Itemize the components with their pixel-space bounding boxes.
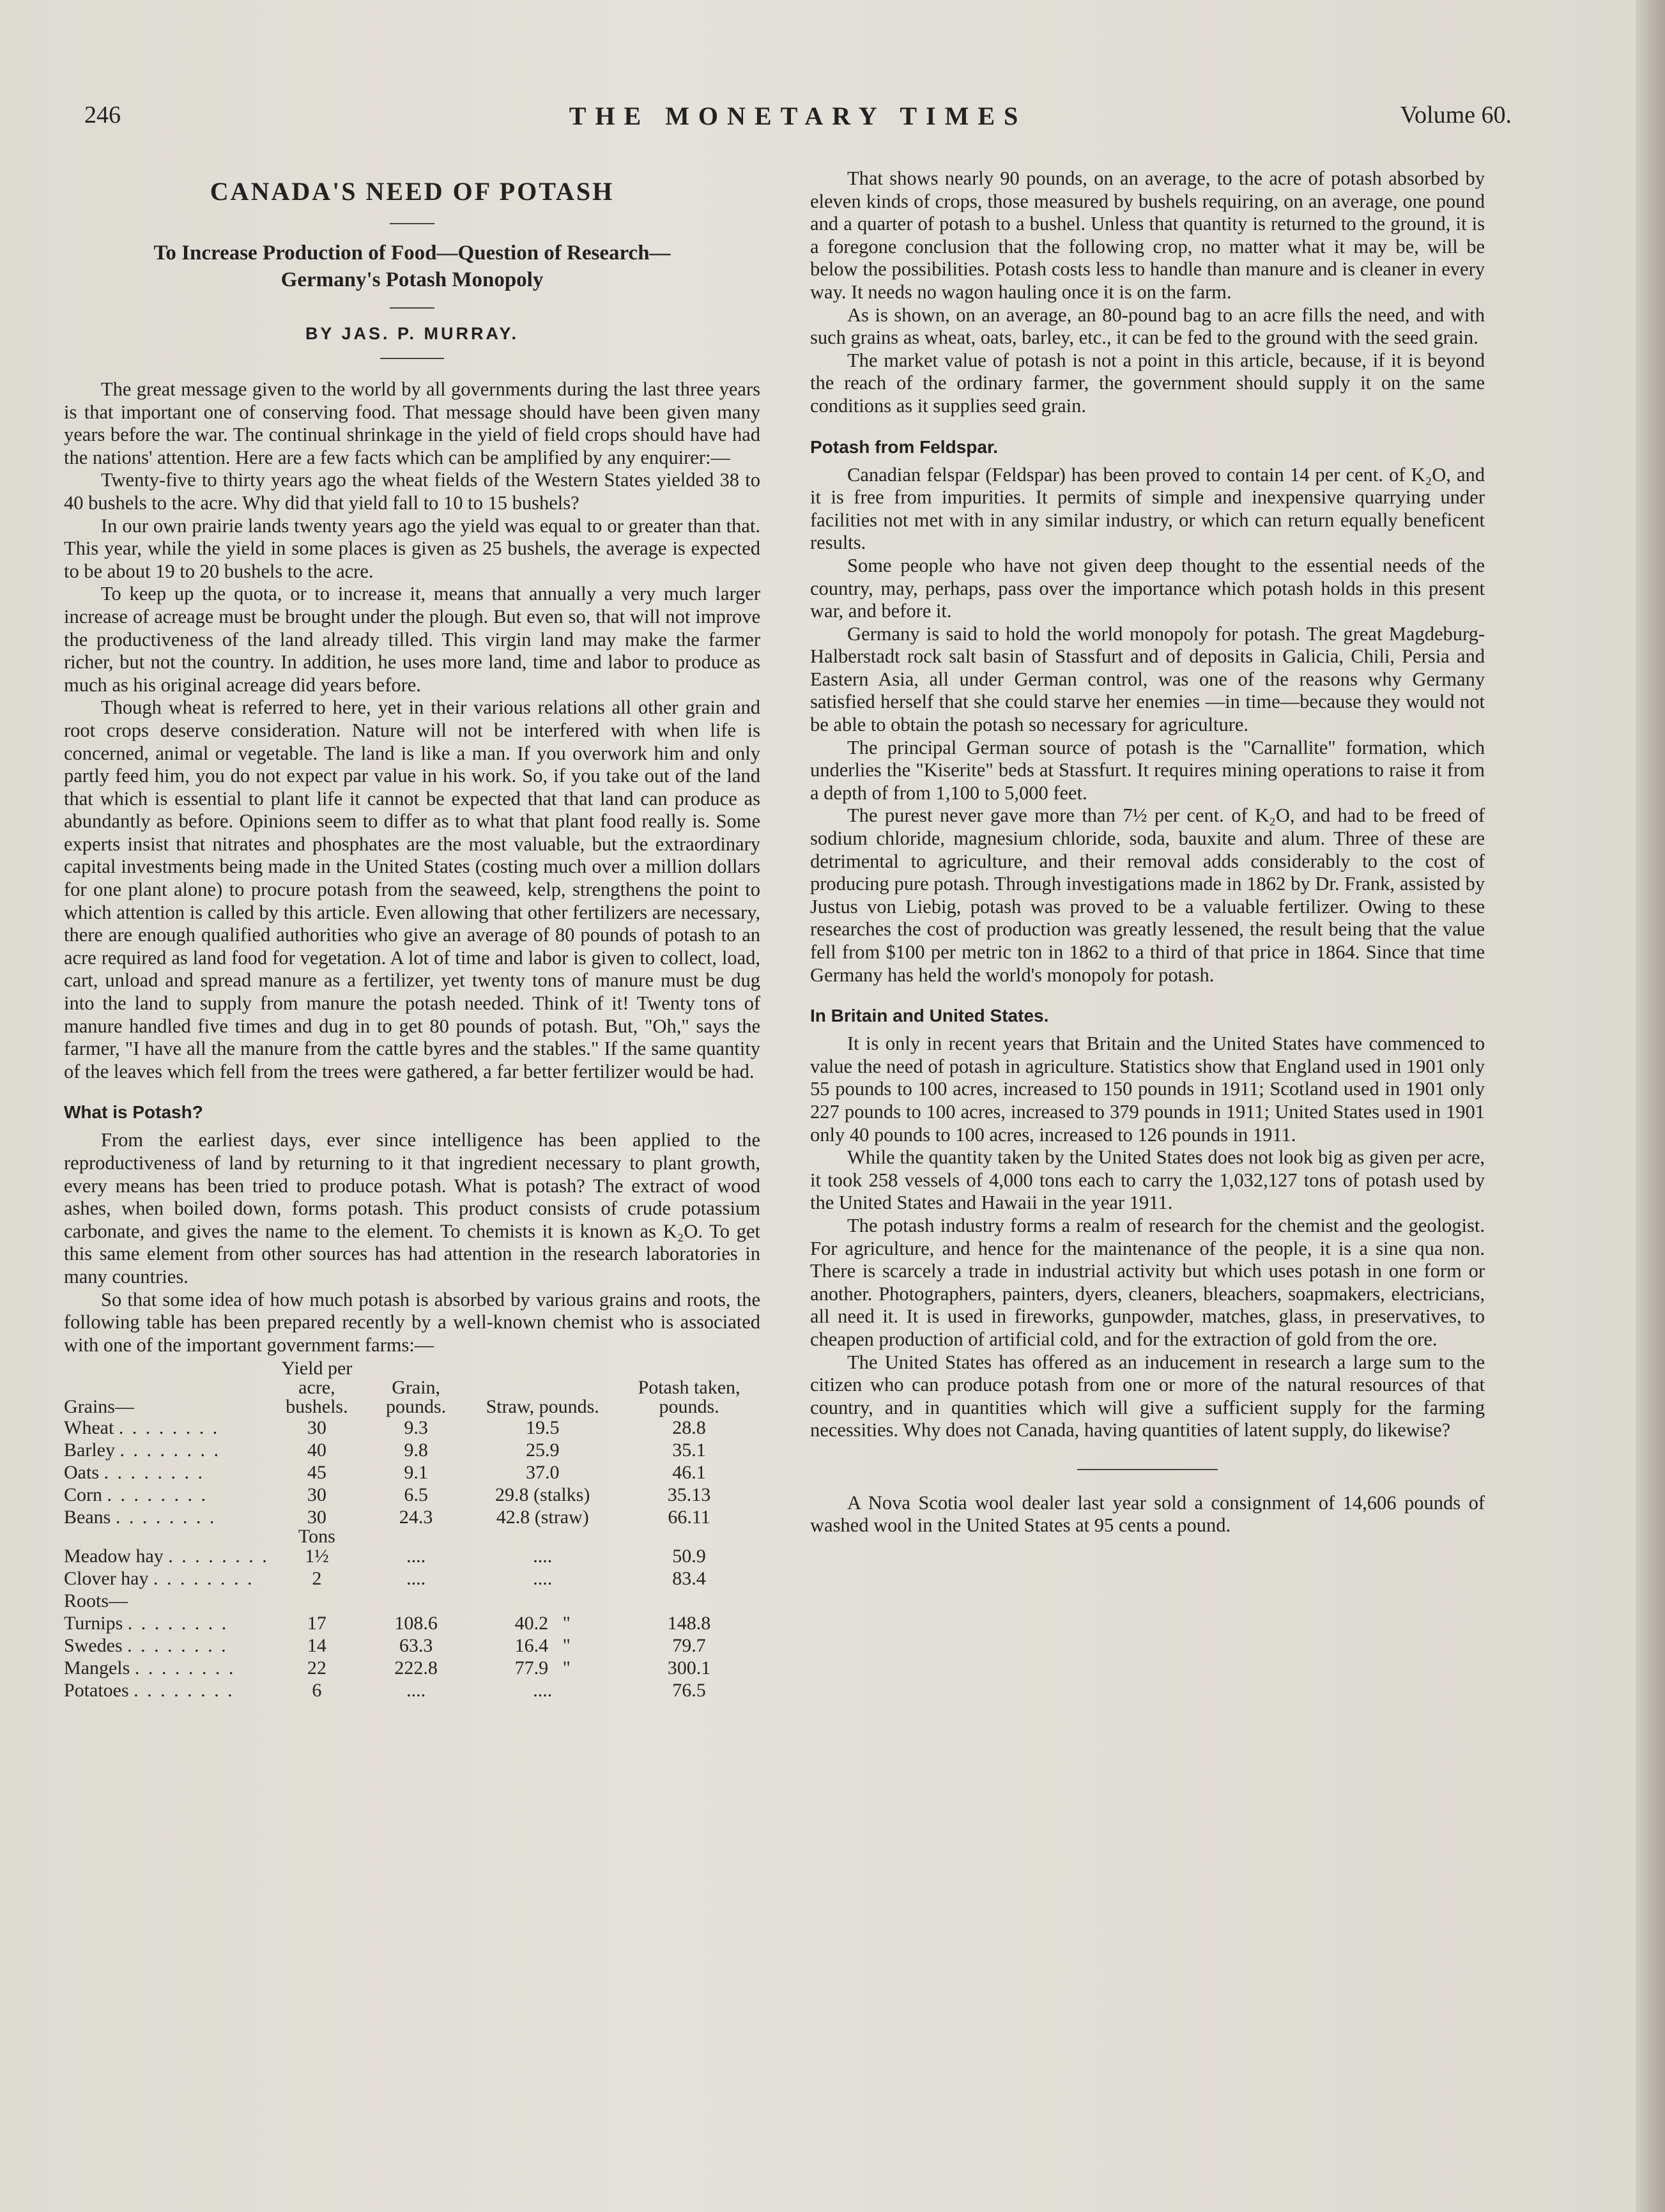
article-separator — [1077, 1469, 1218, 1470]
subhead-line-2: Germany's Potash Monopoly — [280, 268, 544, 291]
cell-straw: 25.9 — [525, 1440, 560, 1461]
ditto-mark: " — [562, 1613, 571, 1634]
col-header-grains: Grains— — [64, 1396, 134, 1418]
dot-leader: . . . . . . . . — [118, 1417, 220, 1439]
cell-potash: 35.13 — [667, 1484, 711, 1506]
crop-name: Turnips — [64, 1613, 123, 1634]
table-row — [64, 1657, 760, 1679]
straw-value: 16.4 — [514, 1635, 549, 1657]
paragraph: While the quantity taken by the United States does not look big as given per acre, it took 258 vessels of 4,000 tons each to carry the 1,032,127 tons of potash used by the United States and Hawaii in the year 1911. — [810, 1146, 1485, 1214]
cell-potash: 83.4 — [672, 1568, 706, 1590]
col-header-yield: Yield per acre, bushels. — [281, 1358, 353, 1418]
crop-name: Beans — [64, 1507, 111, 1528]
paragraph: The great message given to the world by all governments during the last three years is that important one of conserving food. That message should have been given many years before the war. The continual shrinkage in the yield of field crops should have had the nations' attention. Here are a few facts which can be amplified by any enquirer:— — [64, 378, 760, 468]
cell-potash: 46.1 — [672, 1462, 706, 1484]
crop-name: Potatoes — [64, 1680, 129, 1701]
table-row — [64, 1506, 760, 1528]
table-row — [64, 1545, 760, 1567]
byline-rule — [380, 358, 444, 359]
page-edge — [1636, 0, 1665, 2212]
cell-grain: 9.3 — [404, 1417, 428, 1439]
paragraph: It is only in recent years that Britain and the United States have commenced to value the need of potash in agriculture. Statistics show that England used in 1901 only 55 pounds to 100 acres, increased to 150 pounds in 1911; Scotland used in 1901 only 227 pounds to 100 acres, increased to 379 pounds in 1911; United States used in 1901 only 40 pounds to 100 acres, increased to 126 pounds in 1911. — [810, 1033, 1485, 1146]
col-header-grain: Grain, pounds. — [386, 1377, 447, 1418]
paragraph: That shows nearly 90 pounds, on an average, to the acre of potash absorbed by eleven kinds of crops, those measured by bushels requiring, on an average, one pound and a quarter of potash to a bushel. Unless that quantity is returned to the ground, it is a foregone conclusion that the following crop, no matter what it may be, will be below the possibilities. Potash costs less to handle than manure and is cleaner in every way. It needs no wagon hauling once it is on the farm. — [810, 167, 1485, 303]
dot-leader: . . . . . . . . — [107, 1484, 208, 1506]
cell-potash: 79.7 — [672, 1635, 706, 1657]
page-number: 246 — [84, 102, 121, 128]
crop-name: Meadow hay — [64, 1546, 164, 1567]
paragraph: Though wheat is referred to here, yet in their various relations all other grain and root crops deserve consideration. Nature will not be interfered with when life is concerned, animal or vegetable. The land is like a man. If you overwork him and only partly feed him, you do not expect par value in his work. So, if you take out of the land that which is essential to plant life it cannot be expected that that land can produce as abundantly as before. Opinions seem to differ as to what that plant food really is. Some experts insist that nitrates and phosphates are the most valuable, but the extraordinary capital investments being made in the United States (costing much over a million dollars for one plant alone) to procure potash from the seaweed, kelp, strengthens the point to which attention is called by this article. Even allowing that other fertilizers are necessary, there are enough qualified authorities who give an average of 80 pounds of potash to an acre required as land food for vegetation. A lot of time and labor is given to collect, load, cart, unload and spread manure as a fertilizer, yet twenty tons of manure must be dug into the land to supply from manure the potash needed. Think of it! Twenty tons of manure handled five times and dug in to get 80 pounds of potash. But, "Oh," says the farmer, "I have all the manure from the cattle byres and the stables." If the same quantity of the leaves which fell from the trees were gathered, a far better fertilizer would be had. — [64, 696, 760, 1082]
table-row — [64, 1417, 760, 1439]
right-column — [810, 167, 1485, 1537]
paragraph: From the earliest days, ever since intelligence has been applied to the reproductiveness of land by returning to it that ingredient necessary to plant growth, every means has been tried to produce potash. What is potash? The extract of wood ashes, when boiled down, forms potash. This product consists of crude potassium carbonate, and gives the name to the element. To chemists it is known as K₂O. To get this same element from other sources has had attention in the research laboratories in many countries. — [64, 1129, 760, 1287]
magazine-title: THE MONETARY TIMES — [569, 102, 1027, 130]
ditto-mark: " — [562, 1635, 571, 1657]
paragraph: As is shown, on an average, an 80-pound bag to an acre fills the need, and with such grains as wheat, oats, barley, etc., it can be fed to the ground with the seed grain. — [810, 303, 1485, 349]
cell-yield: 30 — [307, 1484, 326, 1506]
dot-leader: . . . . . . . . — [134, 1657, 236, 1679]
cell-grain: 9.1 — [404, 1462, 428, 1484]
cell-straw — [467, 1634, 618, 1657]
table-row — [64, 1634, 760, 1657]
cell-straw: 29.8 (stalks) — [495, 1484, 590, 1506]
dot-leader: . . . . . . . . — [115, 1507, 217, 1528]
cell-grain: 6.5 — [404, 1484, 428, 1506]
paragraph: The market value of potash is not a point in this article, because, if it is beyond the reach of the ordinary farmer, the government should supply it on the same conditions as it supplies seed grain. — [810, 349, 1485, 417]
col-header-straw: Straw, pounds. — [486, 1396, 599, 1418]
cell-potash: 28.8 — [672, 1417, 706, 1439]
cell-grain: 9.8 — [404, 1440, 428, 1461]
crop-name: Barley — [64, 1440, 115, 1461]
paragraph: So that some idea of how much potash is absorbed by various grains and roots, the following table has been prepared recently by a well-known chemist who is associated with one of the important government farms:— — [64, 1288, 760, 1356]
cell-straw — [467, 1612, 618, 1634]
crop-name: Swedes — [64, 1635, 123, 1657]
headline-rule — [390, 223, 434, 224]
roots-label: Roots— — [64, 1590, 128, 1612]
table-row — [64, 1567, 760, 1590]
cell-grain: 222.8 — [394, 1657, 438, 1679]
cell-potash: 35.1 — [672, 1440, 706, 1461]
cell-grain: .... — [406, 1546, 426, 1567]
cell-yield: 14 — [307, 1635, 326, 1657]
subhead-rule — [390, 307, 434, 309]
cell-yield: 6 — [312, 1680, 322, 1701]
dot-leader: . . . . . . . . — [104, 1462, 204, 1484]
paragraph: Germany is said to hold the world monopoly for potash. The great Magdeburg-Halberstadt rock salt basin of Stassfurt and of deposits in Galicia, Chili, Persia and Eastern Asia, all under German control, was one of the reasons why Germany satisfied herself that she could starve her enemies —in time—because they would not be able to obtain the potash so necessary for agriculture. — [810, 622, 1485, 736]
table-unit-row — [64, 1528, 760, 1545]
cell-yield: 2 — [312, 1568, 322, 1590]
cell-yield: 40 — [307, 1440, 326, 1461]
page-header — [82, 101, 1514, 139]
cell-grain: .... — [406, 1568, 426, 1590]
article-subhead — [64, 240, 760, 293]
potash-table — [64, 1359, 760, 1701]
cell-yield: 17 — [307, 1613, 326, 1634]
subhead-line-1: To Increase Production of Food—Question of Research— — [153, 242, 671, 265]
table-row — [64, 1439, 760, 1461]
cell-grain: 63.3 — [399, 1635, 433, 1657]
cell-straw: 37.0 — [525, 1462, 560, 1484]
dot-leader: . . . . . . . . — [127, 1613, 229, 1634]
crop-name: Corn — [64, 1484, 102, 1506]
section-heading-what-is-potash: What is Potash? — [64, 1102, 203, 1123]
cell-potash: 66.11 — [668, 1507, 710, 1528]
cell-grain: .... — [406, 1680, 426, 1701]
volume-label: Volume 60. — [1400, 102, 1512, 128]
crop-name: Mangels — [64, 1657, 130, 1679]
table-row — [64, 1484, 760, 1506]
paragraph: Canadian felspar (Feldspar) has been proved to contain 14 per cent. of K₂O, and it is free from impurities. It permits of simple and inexpensive quarrying under facilities not met with in any similar industry, or which can return equally beneficent results. — [810, 463, 1485, 554]
byline: BY JAS. P. MURRAY. — [305, 324, 519, 343]
cell-yield: 30 — [307, 1417, 326, 1439]
cell-straw: 19.5 — [525, 1417, 560, 1439]
paragraph: In our own prairie lands twenty years ago the yield was equal to or greater than that. This year, while the yield in some places is given as 25 bushels, the average is expected to be about 19 to 20 bushels to the acre. — [64, 514, 760, 582]
paragraph: The potash industry forms a realm of research for the chemist and the geologist. For agriculture, and hence for the maintenance of the people, it is a sine qua non. There is scarcely a trade in industrial activity but which uses potash in one form or another. Photographers, painters, dyers, cleaners, bleachers, soapmakers, electricians, all need it. It is used in fireworks, gunpowder, matches, glass, in preservatives, to cheapen production of artificial cold, and for the extraction of gold from the ore. — [810, 1214, 1485, 1350]
table-row — [64, 1679, 760, 1701]
paragraph: Twenty-five to thirty years ago the wheat fields of the Western States yielded 38 to 40 bushels to the acre. Why did that yield fall to 10 to 15 bushels? — [64, 469, 760, 514]
left-column — [64, 167, 760, 1701]
paragraph: The United States has offered as an inducement in research a large sum to the citizen who can produce potash from one or more of the natural resources of that country, and in quantities which will give a sufficient supply for the farming necessities. Why does not Canada, having quantities of latent supply, do likewise? — [810, 1351, 1485, 1441]
col-header-potash: Potash taken, pounds. — [638, 1377, 740, 1418]
table-row — [64, 1461, 760, 1484]
tons-label: Tons — [298, 1526, 335, 1548]
cell-straw — [467, 1657, 618, 1679]
section-heading-feldspar: Potash from Feldspar. — [810, 436, 999, 457]
cell-yield: 22 — [307, 1657, 326, 1679]
paragraph: Some people who have not given deep thought to the essential needs of the country, may, perhaps, pass over the importance which potash holds in this present war, and before it. — [810, 554, 1485, 622]
cell-straw: 42.8 (straw) — [496, 1507, 589, 1528]
cell-yield: 30 — [307, 1507, 326, 1528]
dot-leader: . . . . . . . . — [119, 1440, 220, 1461]
cell-straw: .... — [533, 1680, 553, 1701]
dot-leader: . . . . . . . . — [153, 1568, 254, 1590]
cell-potash: 148.8 — [667, 1613, 711, 1634]
cell-straw: .... — [533, 1546, 553, 1567]
straw-value: 40.2 — [514, 1613, 549, 1634]
straw-value: 77.9 — [514, 1657, 549, 1679]
crop-name: Wheat — [64, 1417, 114, 1439]
cell-straw: .... — [533, 1568, 553, 1590]
cell-grain: 24.3 — [399, 1507, 433, 1528]
cell-yield: 1½ — [305, 1546, 329, 1567]
paragraph: The purest never gave more than 7½ per cent. of K₂O, and had to be freed of sodium chloride, magnesium chloride, soda, bauxite and alum. Three of these are detrimental to agriculture, and their removal adds considerably to the cost of producing pure potash. Through investigations made in 1862 by Dr. Frank, assisted by Justus von Liebig, potash was proved to be a valuable fertilizer. Owing to these researches the cost of production was greatly lessened, the result being that the value fell from $100 per metric ton in 1862 to a third of that price in 1864. Since that time Germany has held the world's monopoly for potash. — [810, 804, 1485, 986]
dot-leader: . . . . . . . . — [127, 1635, 228, 1657]
article-headline: CANADA'S NEED OF POTASH — [210, 177, 615, 206]
table-section-row — [64, 1590, 760, 1612]
crop-name: Oats — [64, 1462, 99, 1484]
cell-grain: 108.6 — [394, 1613, 438, 1634]
news-note: A Nova Scotia wool dealer last year sold a consignment of 14,606 pounds of washed wool in the United States at 95 cents a pound. — [810, 1491, 1485, 1537]
crop-name: Clover hay — [64, 1568, 149, 1590]
paragraph: The principal German source of potash is the "Carnallite" formation, which underlies the "Kiserite" beds at Stassfurt. It requires mining operations to raise it from a depth of from 1,100 to 5,000 feet. — [810, 736, 1485, 804]
paragraph: To keep up the quota, or to increase it, means that annually a very much larger increase of acreage must be brought under the plough. But even so, that will not improve the productiveness of the land already tilled. This virgin land may make the farmer richer, but not the country. In addition, he uses more land, time and labor to produce as much as his original acreage did years before. — [64, 583, 760, 696]
dot-leader: . . . . . . . . — [168, 1546, 269, 1567]
section-heading-britain: In Britain and United States. — [810, 1006, 1049, 1026]
table-row — [64, 1612, 760, 1634]
table-header-row — [64, 1359, 760, 1417]
dot-leader: . . . . . . . . — [134, 1680, 234, 1701]
ditto-mark: " — [562, 1657, 571, 1679]
cell-potash: 300.1 — [667, 1657, 711, 1679]
cell-potash: 76.5 — [672, 1680, 706, 1701]
cell-potash: 50.9 — [672, 1546, 706, 1567]
cell-yield: 45 — [307, 1462, 326, 1484]
